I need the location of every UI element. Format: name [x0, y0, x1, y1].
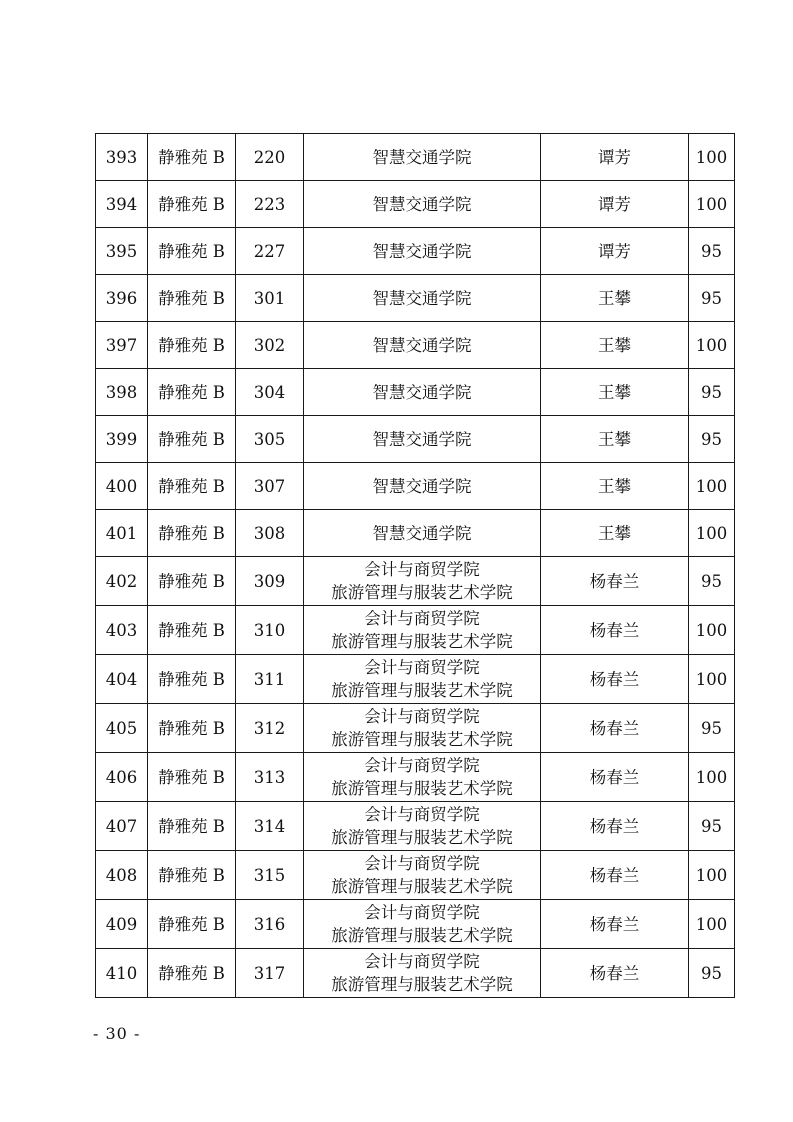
score-cell: 95 — [689, 557, 735, 606]
college-name: 智慧交通学院 — [372, 429, 472, 449]
building-cell: 静雅苑 B — [148, 228, 236, 275]
table-row — [96, 802, 735, 851]
table-row — [96, 134, 735, 181]
college-name: 智慧交通学院 — [372, 335, 472, 355]
college-cell — [304, 369, 541, 416]
building-cell: 静雅苑 B — [148, 753, 236, 802]
counselor-cell: 杨春兰 — [541, 900, 689, 949]
score-cell: 95 — [689, 704, 735, 753]
row-number-cell: 409 — [96, 900, 148, 949]
score-cell: 95 — [689, 416, 735, 463]
counselor-cell: 杨春兰 — [541, 949, 689, 998]
row-number-cell: 404 — [96, 655, 148, 704]
counselor-cell: 王攀 — [541, 510, 689, 557]
table-row — [96, 416, 735, 463]
college-name: 智慧交通学院 — [372, 476, 472, 496]
counselor-cell: 谭芳 — [541, 228, 689, 275]
college-name: 智慧交通学院 — [372, 147, 472, 167]
building-cell: 静雅苑 B — [148, 900, 236, 949]
college-name: 旅游管理与服装艺术学院 — [331, 877, 513, 896]
table-row — [96, 704, 735, 753]
room-cell: 311 — [236, 655, 304, 704]
table-row — [96, 851, 735, 900]
row-number-cell: 398 — [96, 369, 148, 416]
college-name: 会计与商贸学院 — [364, 560, 480, 579]
college-cell — [304, 463, 541, 510]
room-cell: 316 — [236, 900, 304, 949]
building-cell: 静雅苑 B — [148, 322, 236, 369]
college-cell — [304, 557, 541, 606]
building-cell: 静雅苑 B — [148, 606, 236, 655]
college-name: 会计与商贸学院 — [364, 805, 480, 824]
building-cell: 静雅苑 B — [148, 949, 236, 998]
room-cell: 302 — [236, 322, 304, 369]
row-number-cell: 393 — [96, 134, 148, 181]
score-cell: 95 — [689, 949, 735, 998]
table-row — [96, 510, 735, 557]
row-number-cell: 401 — [96, 510, 148, 557]
counselor-cell: 王攀 — [541, 369, 689, 416]
counselor-cell: 杨春兰 — [541, 606, 689, 655]
score-cell: 95 — [689, 275, 735, 322]
counselor-cell: 杨春兰 — [541, 704, 689, 753]
building-cell: 静雅苑 B — [148, 704, 236, 753]
college-name: 智慧交通学院 — [372, 382, 472, 402]
table-row — [96, 557, 735, 606]
room-cell: 220 — [236, 134, 304, 181]
score-cell: 100 — [689, 134, 735, 181]
counselor-cell: 王攀 — [541, 322, 689, 369]
college-name: 智慧交通学院 — [372, 194, 472, 214]
room-cell: 227 — [236, 228, 304, 275]
building-cell: 静雅苑 B — [148, 416, 236, 463]
counselor-cell: 杨春兰 — [541, 557, 689, 606]
score-cell: 95 — [689, 228, 735, 275]
page-number: - 30 - — [93, 1024, 141, 1043]
score-cell: 100 — [689, 851, 735, 900]
college-name: 智慧交通学院 — [372, 241, 472, 261]
college-name: 会计与商贸学院 — [364, 707, 480, 726]
college-name: 旅游管理与服装艺术学院 — [331, 828, 513, 847]
room-cell: 307 — [236, 463, 304, 510]
room-cell: 315 — [236, 851, 304, 900]
building-cell: 静雅苑 B — [148, 557, 236, 606]
counselor-cell: 杨春兰 — [541, 802, 689, 851]
college-name: 会计与商贸学院 — [364, 854, 480, 873]
counselor-cell: 杨春兰 — [541, 753, 689, 802]
row-number-cell: 410 — [96, 949, 148, 998]
building-cell: 静雅苑 B — [148, 510, 236, 557]
table-row — [96, 369, 735, 416]
counselor-cell: 杨春兰 — [541, 851, 689, 900]
row-number-cell: 405 — [96, 704, 148, 753]
table-row — [96, 753, 735, 802]
room-cell: 223 — [236, 181, 304, 228]
college-name: 旅游管理与服装艺术学院 — [331, 583, 513, 602]
row-number-cell: 406 — [96, 753, 148, 802]
room-cell: 313 — [236, 753, 304, 802]
row-number-cell: 407 — [96, 802, 148, 851]
score-cell: 100 — [689, 322, 735, 369]
building-cell: 静雅苑 B — [148, 655, 236, 704]
building-cell: 静雅苑 B — [148, 275, 236, 322]
room-cell: 301 — [236, 275, 304, 322]
college-cell — [304, 704, 541, 753]
dorm-score-table — [95, 133, 735, 998]
college-name: 旅游管理与服装艺术学院 — [331, 975, 513, 994]
college-cell — [304, 416, 541, 463]
score-cell: 100 — [689, 655, 735, 704]
counselor-cell: 杨春兰 — [541, 655, 689, 704]
college-cell — [304, 655, 541, 704]
college-name: 旅游管理与服装艺术学院 — [331, 779, 513, 798]
table-row — [96, 275, 735, 322]
college-name: 会计与商贸学院 — [364, 756, 480, 775]
college-cell — [304, 606, 541, 655]
college-cell — [304, 851, 541, 900]
score-cell: 100 — [689, 606, 735, 655]
row-number-cell: 396 — [96, 275, 148, 322]
college-cell — [304, 802, 541, 851]
table-row — [96, 900, 735, 949]
college-name: 会计与商贸学院 — [364, 903, 480, 922]
score-cell: 100 — [689, 900, 735, 949]
table-row — [96, 606, 735, 655]
college-cell — [304, 753, 541, 802]
college-cell — [304, 275, 541, 322]
counselor-cell: 谭芳 — [541, 134, 689, 181]
college-cell — [304, 228, 541, 275]
college-cell — [304, 322, 541, 369]
college-cell — [304, 181, 541, 228]
college-name: 旅游管理与服装艺术学院 — [331, 681, 513, 700]
table-body — [96, 134, 735, 998]
score-cell: 100 — [689, 463, 735, 510]
table-row — [96, 181, 735, 228]
room-cell: 305 — [236, 416, 304, 463]
building-cell: 静雅苑 B — [148, 134, 236, 181]
college-name: 旅游管理与服装艺术学院 — [331, 730, 513, 749]
building-cell: 静雅苑 B — [148, 802, 236, 851]
table-row — [96, 949, 735, 998]
score-cell: 100 — [689, 181, 735, 228]
table-row — [96, 322, 735, 369]
row-number-cell: 403 — [96, 606, 148, 655]
college-name: 会计与商贸学院 — [364, 658, 480, 677]
college-name: 会计与商贸学院 — [364, 609, 480, 628]
score-cell: 100 — [689, 753, 735, 802]
counselor-cell: 王攀 — [541, 275, 689, 322]
room-cell: 308 — [236, 510, 304, 557]
row-number-cell: 397 — [96, 322, 148, 369]
counselor-cell: 王攀 — [541, 463, 689, 510]
college-cell — [304, 510, 541, 557]
counselor-cell: 王攀 — [541, 416, 689, 463]
row-number-cell: 402 — [96, 557, 148, 606]
college-name: 旅游管理与服装艺术学院 — [331, 926, 513, 945]
building-cell: 静雅苑 B — [148, 369, 236, 416]
row-number-cell: 400 — [96, 463, 148, 510]
row-number-cell: 395 — [96, 228, 148, 275]
table-row — [96, 463, 735, 510]
college-name: 旅游管理与服装艺术学院 — [331, 632, 513, 651]
college-cell — [304, 134, 541, 181]
room-cell: 304 — [236, 369, 304, 416]
room-cell: 314 — [236, 802, 304, 851]
college-name: 智慧交通学院 — [372, 288, 472, 308]
room-cell: 317 — [236, 949, 304, 998]
table-row — [96, 655, 735, 704]
row-number-cell: 394 — [96, 181, 148, 228]
college-name: 智慧交通学院 — [372, 523, 472, 543]
score-cell: 95 — [689, 369, 735, 416]
room-cell: 309 — [236, 557, 304, 606]
building-cell: 静雅苑 B — [148, 463, 236, 510]
college-cell — [304, 949, 541, 998]
counselor-cell: 谭芳 — [541, 181, 689, 228]
building-cell: 静雅苑 B — [148, 851, 236, 900]
college-cell — [304, 900, 541, 949]
building-cell: 静雅苑 B — [148, 181, 236, 228]
row-number-cell: 399 — [96, 416, 148, 463]
row-number-cell: 408 — [96, 851, 148, 900]
room-cell: 310 — [236, 606, 304, 655]
score-cell: 95 — [689, 802, 735, 851]
room-cell: 312 — [236, 704, 304, 753]
college-name: 会计与商贸学院 — [364, 952, 480, 971]
score-cell: 100 — [689, 510, 735, 557]
table-row — [96, 228, 735, 275]
